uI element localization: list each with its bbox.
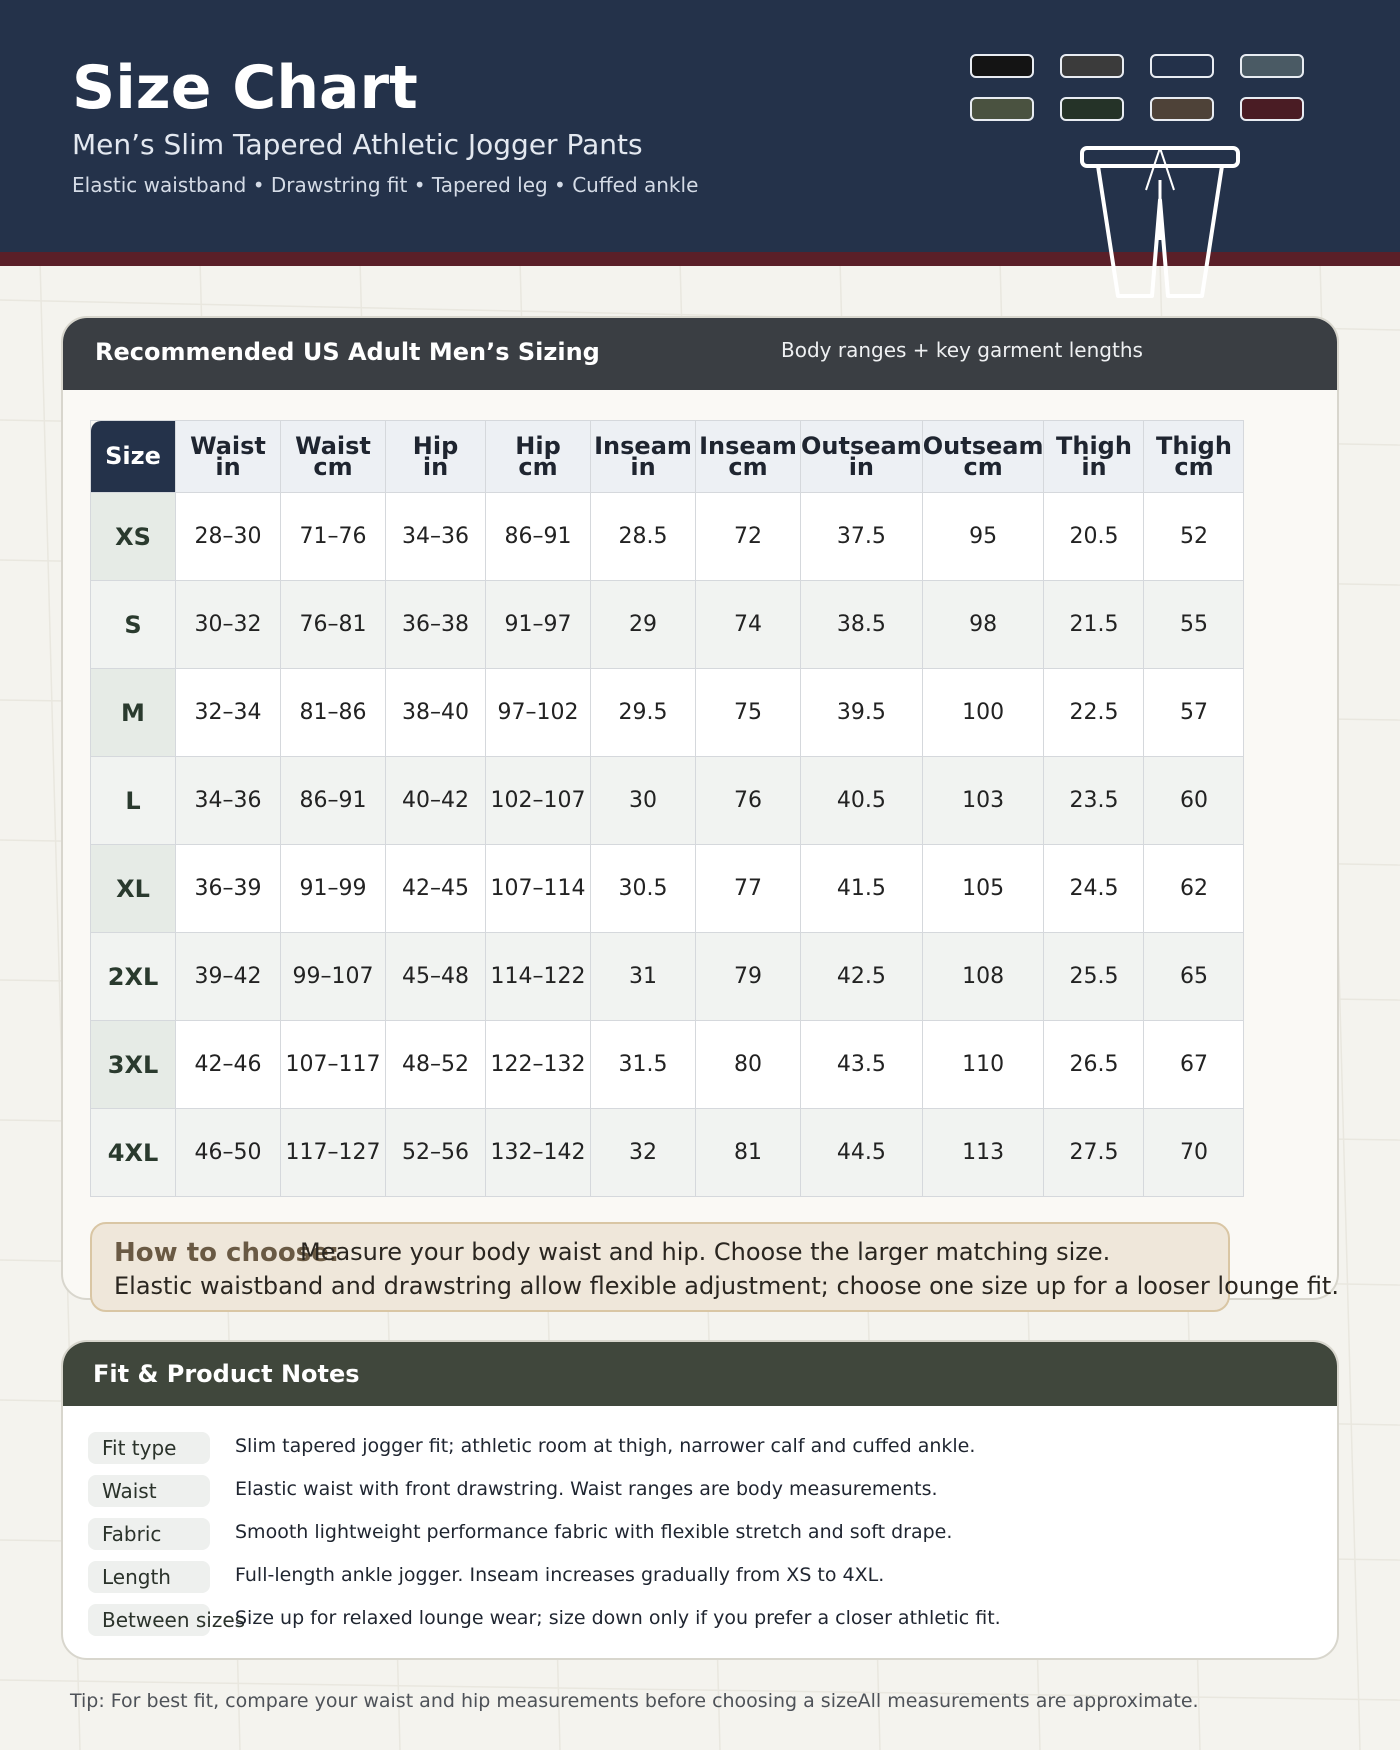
measurement-cell: 28–30: [176, 493, 281, 581]
size-table: [90, 420, 1244, 1197]
measurement-cell: 34–36: [386, 493, 486, 581]
column-header-name: Inseam: [594, 431, 692, 460]
size-label-cell: XS: [91, 493, 176, 581]
column-header-name: Waist: [295, 431, 371, 460]
sizing-card-header: [63, 318, 1337, 390]
table-row: [91, 757, 1244, 845]
column-header-inseam-in: [591, 421, 696, 493]
table-header-row: [91, 421, 1244, 493]
how-to-choose-line-2: Elastic waistband and drawstring allow flexible adjustment; choose one size up for a looser lounge fit.: [114, 1272, 1339, 1300]
measurement-cell: 55: [1144, 581, 1244, 669]
measurement-cell: 100: [922, 669, 1044, 757]
color-swatch-7[interactable]: [1150, 97, 1214, 121]
measurement-cell: 102–107: [486, 757, 591, 845]
measurement-cell: 30: [591, 757, 696, 845]
column-header-name: Hip: [412, 431, 459, 460]
measurement-cell: 24.5: [1044, 845, 1144, 933]
column-header-unit: cm: [1174, 452, 1214, 481]
measurement-cell: 43.5: [801, 1021, 923, 1109]
size-label-cell: M: [91, 669, 176, 757]
table-body: [91, 493, 1244, 1197]
measurement-cell: 110: [922, 1021, 1044, 1109]
column-header-name: Outseam: [922, 431, 1044, 460]
column-header-waist-in: [176, 421, 281, 493]
color-swatch-5[interactable]: [970, 97, 1034, 121]
measurement-cell: 132–142: [486, 1109, 591, 1197]
measurement-cell: 77: [696, 845, 801, 933]
size-label-cell: 4XL: [91, 1109, 176, 1197]
column-header-outseam-in: [801, 421, 923, 493]
how-to-choose-line-1: Measure your body waist and hip. Choose the larger matching size.: [300, 1238, 1111, 1266]
size-label-cell: 2XL: [91, 933, 176, 1021]
measurement-cell: 32–34: [176, 669, 281, 757]
measurement-cell: 97–102: [486, 669, 591, 757]
note-text-fit-type: Slim tapered jogger fit; athletic room at thigh, narrower calf and cuffed ankle.: [235, 1435, 976, 1457]
measurement-cell: 76: [696, 757, 801, 845]
column-header-thigh-in: [1044, 421, 1144, 493]
measurement-cell: 86–91: [486, 493, 591, 581]
notes-card-header: [63, 1342, 1337, 1406]
measurement-cell: 30.5: [591, 845, 696, 933]
measurement-cell: 32: [591, 1109, 696, 1197]
measurement-cell: 71–76: [281, 493, 386, 581]
color-swatch-6[interactable]: [1060, 97, 1124, 121]
measurement-cell: 95: [922, 493, 1044, 581]
sizing-card-note: Body ranges + key garment lengths: [781, 338, 1143, 362]
product-subtitle: Men’s Slim Tapered Athletic Jogger Pants: [72, 128, 643, 161]
note-tag-between-sizes: Between sizes: [88, 1604, 210, 1636]
color-swatch-3[interactable]: [1150, 54, 1214, 78]
measurement-cell: 74: [696, 581, 801, 669]
measurement-cell: 20.5: [1044, 493, 1144, 581]
measurement-cell: 22.5: [1044, 669, 1144, 757]
measurement-cell: 62: [1144, 845, 1244, 933]
measurement-cell: 39–42: [176, 933, 281, 1021]
measurement-cell: 44.5: [801, 1109, 923, 1197]
measurement-cell: 108: [922, 933, 1044, 1021]
measurement-cell: 81–86: [281, 669, 386, 757]
column-header-unit: cm: [518, 452, 558, 481]
measurement-cell: 27.5: [1044, 1109, 1144, 1197]
note-tag-waist: Waist: [88, 1475, 210, 1507]
table-row: [91, 669, 1244, 757]
column-header-outseam-cm: [922, 421, 1044, 493]
measurement-cell: 41.5: [801, 845, 923, 933]
measurement-cell: 113: [922, 1109, 1044, 1197]
note-tag-fit-type: Fit type: [88, 1432, 210, 1464]
jogger-pants-icon: [1070, 140, 1250, 300]
size-label-cell: L: [91, 757, 176, 845]
measurement-cell: 99–107: [281, 933, 386, 1021]
column-header-unit: in: [1081, 452, 1107, 481]
measurement-cell: 67: [1144, 1021, 1244, 1109]
color-swatch-4[interactable]: [1240, 54, 1304, 78]
column-header-name: Thigh: [1055, 431, 1132, 460]
measurement-cell: 122–132: [486, 1021, 591, 1109]
column-header-name: Size: [105, 442, 161, 470]
measurement-cell: 79: [696, 933, 801, 1021]
measurement-cell: 31.5: [591, 1021, 696, 1109]
measurement-cell: 29: [591, 581, 696, 669]
column-header-size: [91, 421, 176, 493]
column-header-unit: cm: [313, 452, 353, 481]
notes-card-title: Fit & Product Notes: [93, 1360, 360, 1388]
measurement-cell: 75: [696, 669, 801, 757]
column-header-unit: cm: [728, 452, 768, 481]
measurement-cell: 81: [696, 1109, 801, 1197]
measurement-cell: 107–117: [281, 1021, 386, 1109]
measurement-cell: 38.5: [801, 581, 923, 669]
measurement-cell: 28.5: [591, 493, 696, 581]
measurement-cell: 103: [922, 757, 1044, 845]
size-label-cell: 3XL: [91, 1021, 176, 1109]
note-text-length: Full-length ankle jogger. Inseam increases gradually from XS to 4XL.: [235, 1564, 885, 1586]
size-label-cell: S: [91, 581, 176, 669]
table-row: [91, 581, 1244, 669]
measurement-cell: 37.5: [801, 493, 923, 581]
column-header-hip-in: [386, 421, 486, 493]
table-row: [91, 845, 1244, 933]
measurement-cell: 40.5: [801, 757, 923, 845]
page-title: Size Chart: [72, 53, 418, 123]
measurement-cell: 39.5: [801, 669, 923, 757]
measurement-cell: 86–91: [281, 757, 386, 845]
column-header-waist-cm: [281, 421, 386, 493]
column-header-unit: in: [630, 452, 656, 481]
product-features: Elastic waistband • Drawstring fit • Tapered leg • Cuffed ankle: [72, 173, 699, 197]
column-header-hip-cm: [486, 421, 591, 493]
column-header-name: Hip: [515, 431, 561, 460]
column-header-thigh-cm: [1144, 421, 1244, 493]
measurement-cell: 117–127: [281, 1109, 386, 1197]
measurement-cell: 40–42: [386, 757, 486, 845]
measurement-cell: 38–40: [386, 669, 486, 757]
column-header-name: Thigh: [1155, 431, 1232, 460]
measurement-cell: 107–114: [486, 845, 591, 933]
measurement-cell: 80: [696, 1021, 801, 1109]
note-text-between-sizes: Size up for relaxed lounge wear; size down only if you prefer a closer athletic fit.: [235, 1607, 1001, 1629]
note-text-fabric: Smooth lightweight performance fabric with flexible stretch and soft drape.: [235, 1521, 953, 1543]
measurement-cell: 36–38: [386, 581, 486, 669]
column-header-name: Outseam: [801, 431, 922, 460]
measurement-cell: 65: [1144, 933, 1244, 1021]
measurement-cell: 105: [922, 845, 1044, 933]
measurement-cell: 34–36: [176, 757, 281, 845]
column-header-name: Inseam: [699, 431, 797, 460]
measurement-cell: 70: [1144, 1109, 1244, 1197]
measurement-cell: 91–97: [486, 581, 591, 669]
column-header-unit: cm: [963, 452, 1003, 481]
measurement-cell: 45–48: [386, 933, 486, 1021]
measurement-cell: 52: [1144, 493, 1244, 581]
measurement-cell: 31: [591, 933, 696, 1021]
note-tag-length: Length: [88, 1561, 210, 1593]
measurement-cell: 57: [1144, 669, 1244, 757]
measurement-cell: 42.5: [801, 933, 923, 1021]
column-header-name: Waist: [190, 431, 266, 460]
column-header-unit: in: [422, 452, 449, 481]
table-row: [91, 493, 1244, 581]
measurement-cell: 23.5: [1044, 757, 1144, 845]
how-to-choose-label: How to choose:: [114, 1238, 340, 1268]
footer-tip: Tip: For best fit, compare your waist and hip measurements before choosing a sizeAll measurements are approximate.: [70, 1690, 1199, 1712]
measurement-cell: 21.5: [1044, 581, 1144, 669]
measurement-cell: 52–56: [386, 1109, 486, 1197]
color-swatch-8[interactable]: [1240, 97, 1304, 121]
measurement-cell: 76–81: [281, 581, 386, 669]
measurement-cell: 29.5: [591, 669, 696, 757]
column-header-inseam-cm: [696, 421, 801, 493]
table-row: [91, 1109, 1244, 1197]
measurement-cell: 46–50: [176, 1109, 281, 1197]
measurement-cell: 30–32: [176, 581, 281, 669]
color-swatch-2[interactable]: [1060, 54, 1124, 78]
table-row: [91, 1021, 1244, 1109]
measurement-cell: 25.5: [1044, 933, 1144, 1021]
size-label-cell: XL: [91, 845, 176, 933]
measurement-cell: 91–99: [281, 845, 386, 933]
measurement-cell: 98: [922, 581, 1044, 669]
measurement-cell: 114–122: [486, 933, 591, 1021]
measurement-cell: 60: [1144, 757, 1244, 845]
note-tag-fabric: Fabric: [88, 1518, 210, 1550]
measurement-cell: 26.5: [1044, 1021, 1144, 1109]
measurement-cell: 72: [696, 493, 801, 581]
note-text-waist: Elastic waist with front drawstring. Waist ranges are body measurements.: [235, 1478, 938, 1500]
measurement-cell: 42–46: [176, 1021, 281, 1109]
table-row: [91, 933, 1244, 1021]
sizing-card-title: Recommended US Adult Men’s Sizing: [95, 338, 600, 366]
measurement-cell: 48–52: [386, 1021, 486, 1109]
column-header-unit: in: [848, 452, 875, 481]
measurement-cell: 36–39: [176, 845, 281, 933]
color-swatch-1[interactable]: [970, 54, 1034, 78]
measurement-cell: 42–45: [386, 845, 486, 933]
column-header-unit: in: [215, 452, 241, 481]
